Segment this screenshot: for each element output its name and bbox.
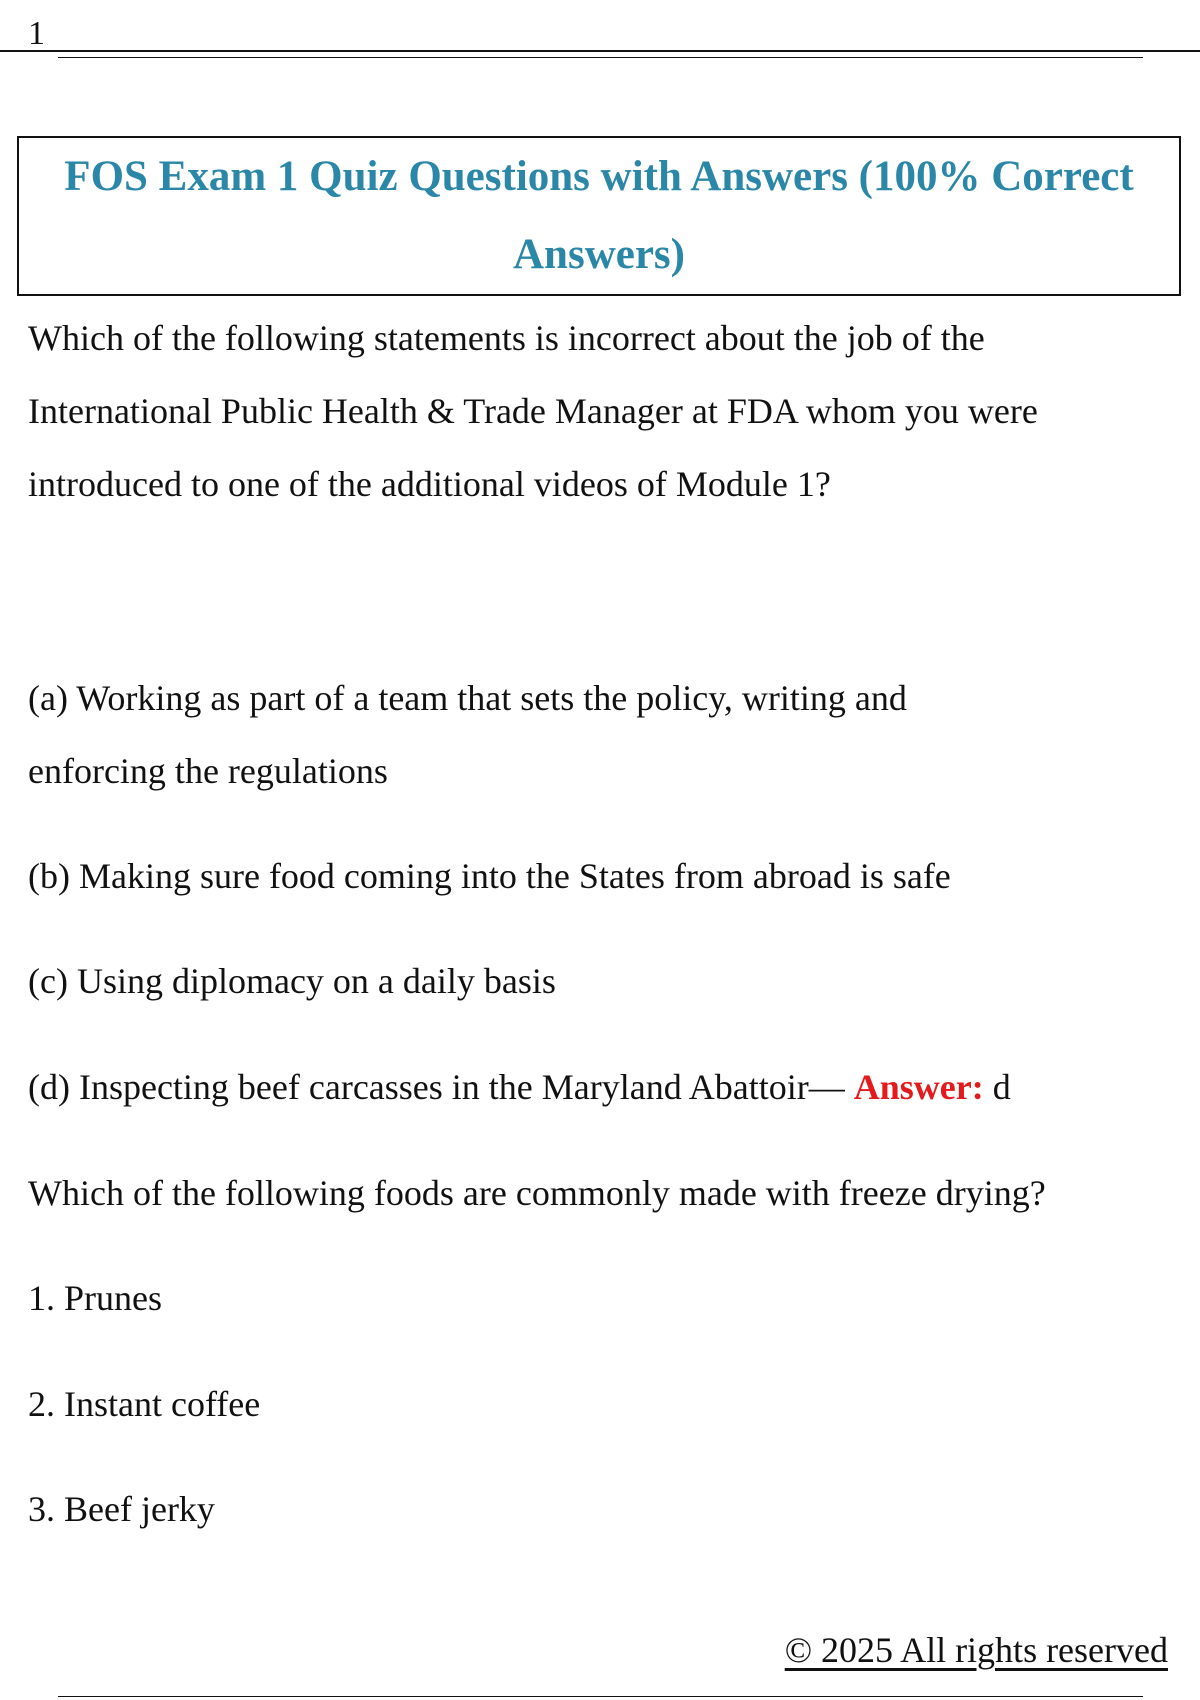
question-1-option-b: (b) Making sure food coming into the States from abroad is safe bbox=[28, 856, 951, 896]
footer-copyright: © 2025 All rights reserved bbox=[784, 1630, 1168, 1670]
header-rule bbox=[55, 50, 1200, 52]
option-d-text: (d) Inspecting beef carcasses in the Maryland Abattoir— bbox=[28, 1067, 854, 1107]
question-1-text-line: Which of the following statements is incorrect about the job of the bbox=[28, 318, 985, 358]
title-box bbox=[17, 136, 1181, 296]
document-title: FOS Exam 1 Quiz Questions with Answers (100% Correct Answers) bbox=[64, 153, 1134, 278]
answer-label: Answer: bbox=[853, 1067, 984, 1107]
question-1-option-a: (a) Working as part of a team that sets the policy, writing and bbox=[28, 678, 907, 718]
question-2-text-line: Which of the following foods are commonly made with freeze drying? bbox=[28, 1173, 1046, 1213]
question-1-text-line: introduced to one of the additional videos of Module 1? bbox=[28, 464, 831, 504]
page-number: 1 bbox=[28, 15, 45, 52]
question-1-option-a: enforcing the regulations bbox=[28, 751, 388, 791]
question-1-option-c: (c) Using diplomacy on a daily basis bbox=[28, 961, 556, 1001]
footer-rule bbox=[58, 1696, 1143, 1697]
question-1-option-d bbox=[28, 1065, 1011, 1109]
answer-value: d bbox=[983, 1067, 1011, 1107]
question-2-option-1: 1. Prunes bbox=[28, 1278, 162, 1318]
header-rule-thin bbox=[58, 57, 1143, 58]
question-1-text-line: International Public Health & Trade Manager at FDA whom you were bbox=[28, 391, 1038, 431]
question-2-option-2: 2. Instant coffee bbox=[28, 1384, 261, 1424]
question-2-option-3: 3. Beef jerky bbox=[28, 1489, 215, 1529]
